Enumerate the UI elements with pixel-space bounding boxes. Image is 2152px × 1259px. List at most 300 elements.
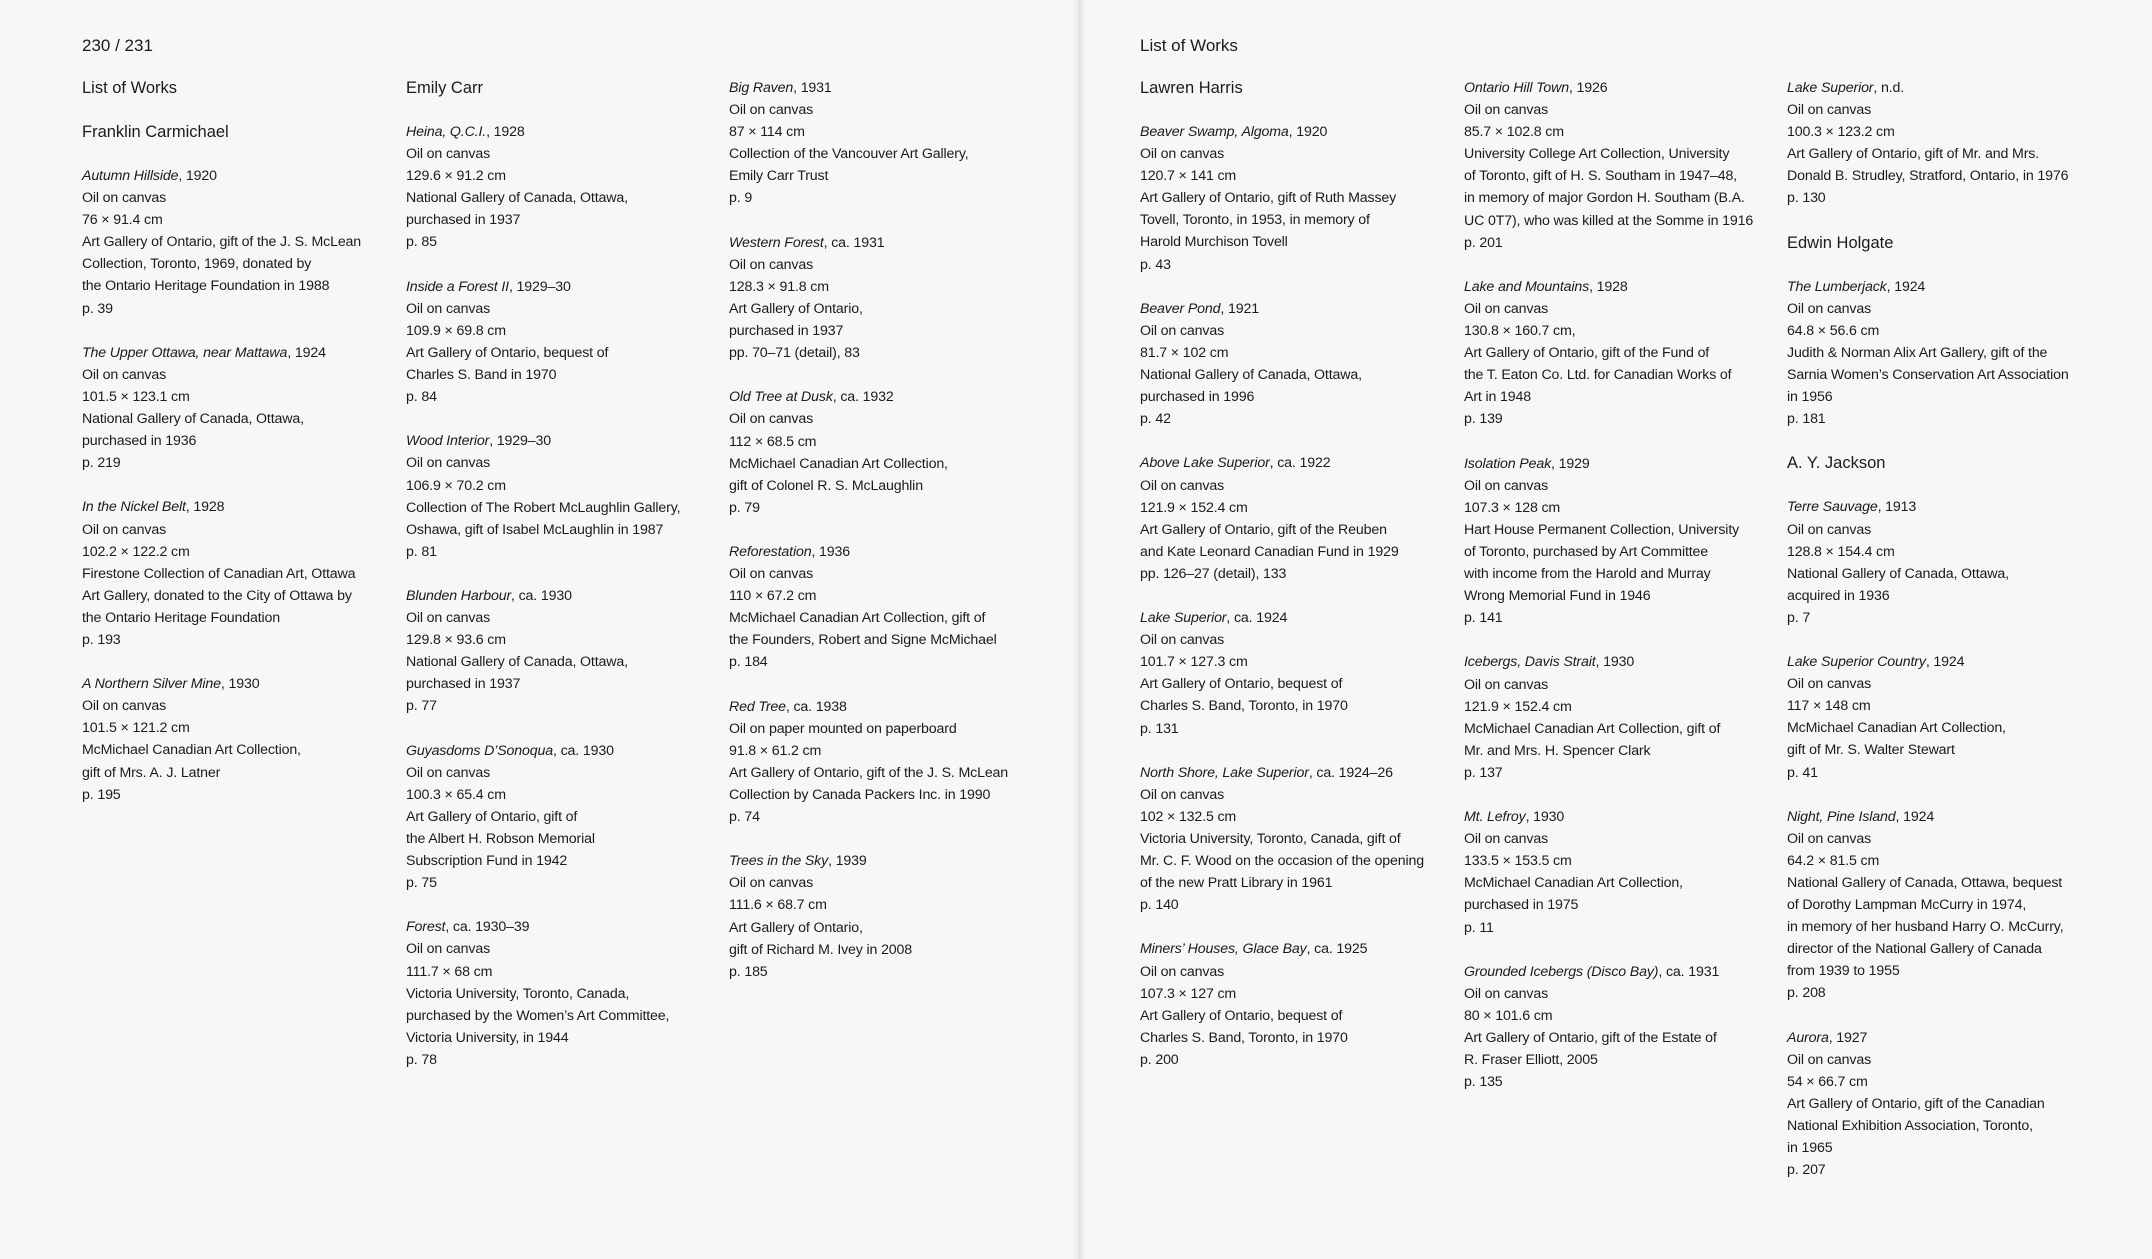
work-medium: Oil on canvas (729, 256, 814, 273)
work-medium: Oil on canvas (82, 521, 167, 538)
work-credit-line: Art Gallery of Ontario, (729, 300, 863, 317)
work-credit-line: National Gallery of Canada, Ottawa, (82, 411, 304, 428)
work-medium: Oil on canvas (1140, 322, 1225, 339)
work-medium: Oil on canvas (729, 875, 814, 892)
work-medium: Oil on canvas (1464, 477, 1549, 494)
work-entry (729, 850, 1039, 983)
work-entry (82, 496, 392, 651)
work-credit-line: from 1939 to 1955 (1787, 963, 1900, 980)
work-dimensions: 120.7 × 141 cm (1140, 168, 1237, 185)
work-medium: Oil on canvas (406, 455, 491, 472)
work-title-line (406, 916, 716, 938)
work-date: , 1920 (1288, 124, 1328, 140)
work-dimensions: 100.3 × 65.4 cm (406, 786, 506, 803)
right-page (1086, 0, 2152, 1259)
work-date: , 1924 (1886, 278, 1926, 295)
work-title: Guyasdoms D’Sonoqua (406, 742, 553, 759)
work-title: Autumn Hillside (82, 168, 179, 184)
work-page-ref: p. 11 (1464, 919, 1494, 936)
work-entry (729, 541, 1039, 674)
work-title-line (729, 386, 1039, 408)
work-entry (1787, 651, 2097, 784)
work-page-ref: pp. 126–27 (detail), 133 (1140, 565, 1287, 582)
work-dimensions: 81.7 × 102 cm (1140, 344, 1229, 361)
work-credit-line: acquired in 1936 (1787, 587, 1890, 604)
work-date: , 1928 (185, 499, 225, 516)
work-title: Beaver Pond (1140, 300, 1221, 317)
work-dimensions: 110 × 67.2 cm (729, 588, 817, 605)
work-title-line (729, 232, 1039, 254)
work-page-ref: p. 74 (729, 809, 760, 826)
work-title-line (1140, 607, 1450, 629)
work-page-ref: p. 207 (1787, 1162, 1826, 1179)
work-credit-line: Art Gallery of Ontario, gift of the Reuben (1140, 521, 1387, 538)
work-dimensions: 109.9 × 69.8 cm (406, 322, 506, 339)
work-title: Ontario Hill Town (1464, 80, 1569, 96)
work-entry (82, 673, 392, 806)
work-page-ref: p. 79 (729, 499, 760, 516)
work-title-line (406, 740, 716, 762)
work-credit-line: Charles S. Band, Toronto, in 1970 (1140, 698, 1348, 715)
work-medium: Oil on canvas (1787, 102, 1872, 119)
left-column-2 (406, 77, 716, 1093)
work-credit-line: purchased in 1936 (82, 433, 197, 450)
work-credit-line: McMichael Canadian Art Collection, gift of (729, 610, 986, 627)
work-credit-line: Mr. and Mrs. H. Spencer Clark (1464, 742, 1651, 759)
work-dimensions: 121.9 × 152.4 cm (1140, 499, 1248, 516)
work-page-ref: p. 139 (1464, 411, 1503, 428)
work-entry (406, 121, 716, 254)
work-title: Aurora (1787, 1029, 1829, 1046)
work-credit-line: Art Gallery of Ontario, bequest of (1140, 1007, 1343, 1024)
work-date: , 1936 (811, 543, 850, 560)
work-title-line (1140, 121, 1450, 143)
work-dimensions: 101.5 × 121.2 cm (82, 720, 190, 737)
work-title-line (82, 496, 392, 518)
work-title: Mt. Lefroy (1464, 809, 1526, 826)
work-entry (729, 696, 1039, 829)
work-medium: Oil on canvas (406, 610, 491, 627)
work-dimensions: 117 × 148 cm (1787, 698, 1871, 715)
work-medium: Oil on canvas (1787, 300, 1872, 317)
work-credit-line: of Toronto, purchased by Art Committee (1464, 543, 1709, 560)
work-credit-line: in memory of major Gordon H. Southam (B.A. (1464, 190, 1745, 207)
work-date: , 1930 (1525, 809, 1565, 826)
work-page-ref: p. 77 (406, 698, 437, 715)
work-date: , 1924 (1895, 808, 1935, 825)
work-title-line (82, 342, 392, 364)
work-entry (1464, 276, 1774, 431)
work-dimensions: 87 × 114 cm (729, 124, 805, 141)
work-title: The Lumberjack (1787, 278, 1887, 295)
work-medium: Oil on canvas (1140, 632, 1225, 649)
work-title: In the Nickel Belt (82, 499, 186, 516)
work-credit-line: Collection, Toronto, 1969, donated by (82, 256, 312, 273)
work-title: Reforestation (729, 543, 812, 560)
work-dimensions: 54 × 66.7 cm (1787, 1073, 1868, 1090)
work-dimensions: 85.7 × 102.8 cm (1464, 124, 1564, 141)
work-credit-line: National Gallery of Canada, Ottawa, (1140, 367, 1362, 384)
work-entry (1140, 938, 1450, 1071)
work-title: Trees in the Sky (729, 853, 829, 870)
work-credit-line: Donald B. Strudley, Stratford, Ontario, in 1976 (1787, 168, 2069, 185)
work-dimensions: 64.8 × 56.6 cm (1787, 322, 1880, 339)
left-column-1 (82, 77, 392, 828)
work-credit-line: the T. Eaton Co. Ltd. for Canadian Works of (1464, 367, 1732, 384)
work-entry (406, 276, 716, 409)
work-title-line (1787, 276, 2097, 298)
work-dimensions: 130.8 × 160.7 cm, (1464, 323, 1576, 340)
right-column-2 (1464, 77, 1774, 1115)
work-title: Terre Sauvage (1787, 499, 1878, 516)
work-date: , ca. 1930 (511, 587, 572, 604)
work-page-ref: p. 75 (406, 875, 437, 892)
work-title-line (406, 121, 716, 143)
work-medium: Oil on canvas (1140, 963, 1225, 980)
work-credit-line: with income from the Harold and Murray (1464, 566, 1711, 583)
work-title: Big Raven (729, 80, 794, 96)
work-credit-line: purchased in 1975 (1464, 897, 1579, 914)
artist-name: Franklin Carmichael (82, 123, 229, 141)
work-credit-line: Art Gallery of Ontario, bequest of (406, 344, 609, 361)
work-dimensions: 133.5 × 153.5 cm (1464, 853, 1572, 870)
work-entry (1140, 452, 1450, 585)
work-dimensions: 121.9 × 152.4 cm (1464, 698, 1572, 715)
work-credit-line: Tovell, Toronto, in 1953, in memory of (1140, 212, 1370, 229)
work-credit-line: purchased in 1996 (1140, 389, 1255, 406)
work-title: North Shore, Lake Superior (1140, 764, 1309, 781)
work-credit-line: purchased by the Women’s Art Committee, (406, 1007, 670, 1024)
work-page-ref: p. 137 (1464, 764, 1503, 781)
work-page-ref: p. 201 (1464, 234, 1503, 251)
work-title-line (1140, 298, 1450, 320)
work-credit-line: Collection of The Robert McLaughlin Gallery, (406, 499, 681, 516)
column-heading: Lawren Harris (1140, 79, 1243, 97)
work-credit-line: the Ontario Heritage Foundation in 1988 (82, 278, 330, 295)
work-title: Lake Superior Country (1787, 654, 1926, 671)
work-title: Western Forest (729, 234, 824, 251)
work-credit-line: purchased in 1937 (729, 323, 844, 340)
work-credit-line: Collection by Canada Packers Inc. in 1990 (729, 787, 991, 803)
work-page-ref: pp. 70–71 (detail), 83 (729, 345, 860, 362)
work-credit-line: Art Gallery of Ontario, gift of the Fund of (1464, 345, 1710, 362)
work-credit-line: Art Gallery of Ontario, gift of the Canadian (1787, 1095, 2045, 1112)
work-title-line (1787, 1027, 2097, 1049)
work-title-line (1140, 938, 1450, 960)
work-entry (1140, 607, 1450, 740)
work-date: , 1929 (1551, 455, 1590, 472)
work-medium: Oil on canvas (406, 941, 491, 958)
work-medium: Oil on canvas (729, 102, 814, 119)
work-credit-line: McMichael Canadian Art Collection, gift of (1464, 720, 1721, 737)
work-title: Wood Interior (406, 433, 490, 450)
work-credit-line: purchased in 1937 (406, 676, 521, 693)
work-medium: Oil on paper mounted on paperboard (729, 720, 957, 737)
work-credit-line: Wrong Memorial Fund in 1946 (1464, 588, 1651, 605)
work-dimensions: 76 × 91.4 cm (82, 212, 163, 229)
work-credit-line: McMichael Canadian Art Collection, (82, 742, 301, 759)
work-page-ref: p. 141 (1464, 610, 1503, 627)
work-date: , 1929–30 (508, 278, 571, 295)
column-heading: List of Works (82, 79, 178, 97)
work-credit-line: Oshawa, gift of Isabel McLaughlin in 1987 (406, 521, 664, 538)
work-credit-line: University College Art Collection, University (1464, 146, 1730, 163)
work-credit-line: Charles S. Band, Toronto, in 1970 (1140, 1029, 1348, 1046)
work-date: , ca. 1924 (1226, 610, 1288, 627)
work-medium: Oil on canvas (1787, 1051, 1872, 1068)
right-column-3 (1787, 77, 2097, 1203)
work-entry (82, 342, 392, 475)
work-dimensions: 64.2 × 81.5 cm (1787, 852, 1880, 869)
work-dimensions: 91.8 × 61.2 cm (729, 742, 822, 759)
work-page-ref: p. 85 (406, 234, 437, 251)
work-entry (1464, 961, 1774, 1094)
work-dimensions: 111.6 × 68.7 cm (729, 897, 827, 914)
left-page (0, 0, 1072, 1259)
column-heading: Emily Carr (406, 79, 483, 97)
work-credit-line: Charles S. Band in 1970 (406, 367, 557, 384)
work-dimensions: 106.9 × 70.2 cm (406, 477, 506, 494)
work-credit-line: Harold Murchison Tovell (1140, 234, 1288, 251)
work-credit-line: Victoria University, Toronto, Canada, gift of (1140, 831, 1401, 847)
work-page-ref: p. 208 (1787, 985, 1826, 1002)
work-entry (729, 232, 1039, 365)
work-date: , ca. 1930–39 (445, 919, 530, 936)
work-title-line (729, 541, 1039, 563)
work-title: Night, Pine Island (1787, 808, 1896, 825)
work-title: Isolation Peak (1464, 455, 1552, 472)
work-credit-line: National Exhibition Association, Toronto, (1787, 1118, 2033, 1135)
work-title: Lake Superior (1140, 610, 1227, 627)
work-credit-line: Art Gallery of Ontario, gift of the J. S. McLean (82, 234, 362, 251)
work-title-line (1140, 762, 1450, 784)
work-title-line (1464, 651, 1774, 673)
work-entry (1140, 121, 1450, 276)
work-credit-line: director of the National Gallery of Canada (1787, 941, 2042, 958)
work-credit-line: National Gallery of Canada, Ottawa, bequest (1787, 875, 2063, 891)
work-medium: Oil on canvas (1787, 676, 1872, 693)
work-medium: Oil on canvas (1140, 786, 1225, 803)
work-page-ref: p. 219 (82, 455, 121, 472)
work-credit-line: Sarnia Women’s Conservation Art Association (1787, 367, 2069, 384)
work-credit-line: UC 0T7), who was killed at the Somme in 1916 (1464, 212, 1754, 229)
work-credit-line: National Gallery of Canada, Ottawa, (406, 654, 628, 671)
work-date: , 1927 (1828, 1029, 1868, 1046)
work-page-ref: p. 41 (1787, 764, 1818, 781)
work-date: , 1920 (178, 168, 217, 184)
work-entry (729, 77, 1039, 210)
work-page-ref: p. 43 (1140, 256, 1171, 273)
work-title-line (406, 276, 716, 298)
work-title: Miners’ Houses, Glace Bay (1140, 941, 1307, 958)
work-entry (406, 430, 716, 563)
work-dimensions: 107.3 × 127 cm (1140, 985, 1237, 1002)
work-title: Above Lake Superior (1140, 455, 1270, 472)
work-title-line (1140, 452, 1450, 474)
work-page-ref: p. 195 (82, 786, 121, 803)
work-page-ref: p. 42 (1140, 411, 1171, 428)
work-entry (1787, 806, 2097, 1005)
work-medium: Oil on canvas (82, 366, 167, 383)
work-page-ref: p. 39 (82, 300, 113, 317)
work-credit-line: Judith & Norman Alix Art Gallery, gift of the (1787, 344, 2048, 361)
work-title: A Northern Silver Mine (82, 676, 221, 693)
work-title-line (1464, 961, 1774, 983)
work-date: , 1924 (287, 344, 326, 361)
artist-name: A. Y. Jackson (1787, 454, 1886, 473)
work-credit-line: Art in 1948 (1464, 389, 1531, 406)
work-credit-line: the Albert H. Robson Memorial (406, 831, 595, 847)
work-page-ref: p. 9 (729, 190, 753, 207)
work-dimensions: 100.3 × 123.2 cm (1787, 124, 1895, 141)
work-entry (1140, 298, 1450, 431)
work-page-ref: p. 135 (1464, 1074, 1503, 1091)
work-date: , 1939 (828, 853, 867, 870)
work-credit-line: Art Gallery of Ontario, gift of the J. S. McLean (729, 764, 1009, 781)
work-entry (729, 386, 1039, 519)
work-credit-line: Mr. C. F. Wood on the occasion of the opening (1140, 853, 1425, 870)
right-column-1 (1140, 77, 1450, 1093)
work-medium: Oil on canvas (1464, 831, 1549, 848)
left-column-3 (729, 77, 1039, 1005)
work-title-line (729, 850, 1039, 872)
work-date: , 1930 (1595, 654, 1635, 671)
work-medium: Oil on canvas (1787, 521, 1872, 538)
work-credit-line: National Gallery of Canada, Ottawa, (406, 190, 628, 207)
work-credit-line: gift of Mrs. A. J. Latner (82, 764, 221, 781)
work-date: , ca. 1938 (785, 698, 847, 715)
work-date: , ca. 1931 (823, 234, 885, 251)
work-entry (406, 740, 716, 895)
work-title-line (1464, 276, 1774, 298)
work-title: Lake and Mountains (1464, 278, 1590, 295)
work-page-ref: p. 81 (406, 543, 437, 560)
work-date: , 1926 (1568, 80, 1608, 96)
work-page-ref: p. 7 (1787, 609, 1811, 626)
work-medium: Oil on canvas (82, 698, 167, 715)
work-title-line (1787, 651, 2097, 673)
work-title: Forest (406, 919, 446, 936)
work-medium: Oil on canvas (729, 411, 814, 428)
work-date: , 1924 (1925, 654, 1965, 671)
work-title-line (82, 165, 392, 187)
work-date: , ca. 1930 (553, 742, 614, 759)
work-entry (1464, 806, 1774, 939)
work-date: , 1930 (220, 676, 260, 693)
work-credit-line: in memory of her husband Harry O. McCurry, (1787, 919, 2064, 936)
work-title-line (729, 696, 1039, 718)
work-page-ref: p. 200 (1140, 1051, 1179, 1068)
work-title-line (1464, 453, 1774, 475)
work-page-ref: p. 140 (1140, 897, 1179, 914)
work-title: Old Tree at Dusk (729, 389, 833, 406)
work-credit-line: of the new Pratt Library in 1961 (1140, 875, 1333, 892)
page-folio: 230 / 231 (82, 36, 153, 55)
work-entry (1787, 77, 2097, 210)
work-title-line (1464, 77, 1774, 99)
work-entry (1787, 276, 2097, 431)
work-dimensions: 102.2 × 122.2 cm (82, 543, 190, 560)
work-entry (1140, 762, 1450, 917)
work-credit-line: gift of Mr. S. Walter Stewart (1787, 742, 1955, 759)
work-entry (1464, 453, 1774, 630)
work-medium: Oil on canvas (406, 764, 491, 781)
work-dimensions: 102 × 132.5 cm (1140, 808, 1237, 825)
work-title-line (1787, 496, 2097, 518)
work-credit-line: Art Gallery of Ontario, gift of Ruth Massey (1140, 190, 1397, 207)
work-title: Heina, Q.C.I. (406, 124, 487, 140)
work-date: , 1921 (1220, 300, 1259, 317)
work-dimensions: 112 × 68.5 cm (729, 433, 817, 450)
work-date: , 1931 (793, 80, 832, 96)
work-title-line (1787, 77, 2097, 99)
work-page-ref: p. 131 (1140, 720, 1179, 737)
work-dimensions: 101.7 × 127.3 cm (1140, 654, 1248, 671)
work-credit-line: in 1965 (1787, 1140, 1833, 1157)
work-credit-line: gift of Colonel R. S. McLaughlin (729, 477, 923, 494)
work-dimensions: 111.7 × 68 cm (406, 963, 493, 980)
work-medium: Oil on canvas (1464, 985, 1549, 1002)
work-credit-line: gift of Richard M. Ivey in 2008 (729, 941, 913, 958)
work-title: Red Tree (729, 698, 786, 715)
work-dimensions: 128.3 × 91.8 cm (729, 278, 829, 295)
work-credit-line: Art Gallery of Ontario, (729, 919, 863, 936)
work-entry (1464, 77, 1774, 254)
work-medium: Oil on canvas (1464, 102, 1549, 119)
work-credit-line: Hart House Permanent Collection, University (1464, 521, 1740, 538)
work-entry (1787, 496, 2097, 629)
work-title-line (1787, 806, 2097, 828)
work-date: , ca. 1924–26 (1308, 764, 1393, 781)
work-credit-line: Art Gallery, donated to the City of Ottawa by (82, 587, 352, 604)
work-date: , 1928 (1589, 278, 1628, 295)
work-date: , ca. 1925 (1306, 941, 1368, 958)
work-page-ref: p. 185 (729, 963, 768, 980)
work-credit-line: Victoria University, Toronto, Canada, (406, 985, 630, 1002)
work-credit-line: Victoria University, in 1944 (406, 1029, 569, 1046)
work-date: , ca. 1931 (1658, 963, 1720, 980)
work-credit-line: Collection of the Vancouver Art Gallery, (729, 146, 969, 163)
work-title-line (1464, 806, 1774, 828)
work-title: Blunden Harbour (406, 587, 512, 604)
work-dimensions: 128.8 × 154.4 cm (1787, 543, 1895, 560)
work-page-ref: p. 181 (1787, 411, 1826, 428)
running-header: List of Works (1140, 36, 1238, 55)
work-page-ref: p. 193 (82, 631, 121, 648)
artist-name: Edwin Holgate (1787, 233, 1894, 252)
work-title: Beaver Swamp, Algoma (1140, 124, 1289, 140)
work-date: , ca. 1932 (832, 389, 894, 406)
work-entry (406, 916, 716, 1071)
work-title-line (729, 77, 1039, 99)
work-credit-line: of Dorothy Lampman McCurry in 1974, (1787, 897, 2027, 914)
work-title: Lake Superior (1787, 80, 1874, 96)
work-date: , 1928 (486, 124, 525, 140)
work-credit-line: in 1956 (1787, 389, 1833, 406)
work-medium: Oil on canvas (1787, 830, 1872, 847)
work-dimensions: 129.8 × 93.6 cm (406, 632, 506, 649)
work-date: , 1929–30 (489, 433, 551, 450)
work-entry (1464, 651, 1774, 784)
work-credit-line: Art Gallery of Ontario, gift of the Estate of (1464, 1030, 1717, 1047)
work-title-line (406, 585, 716, 607)
work-medium: Oil on canvas (1464, 300, 1549, 317)
work-credit-line: Firestone Collection of Canadian Art, Ottawa (82, 565, 356, 582)
work-credit-line: R. Fraser Elliott, 2005 (1464, 1052, 1598, 1069)
work-credit-line: McMichael Canadian Art Collection, (1787, 720, 2006, 737)
work-dimensions: 129.6 × 91.2 cm (406, 168, 506, 185)
work-page-ref: p. 84 (406, 389, 437, 406)
